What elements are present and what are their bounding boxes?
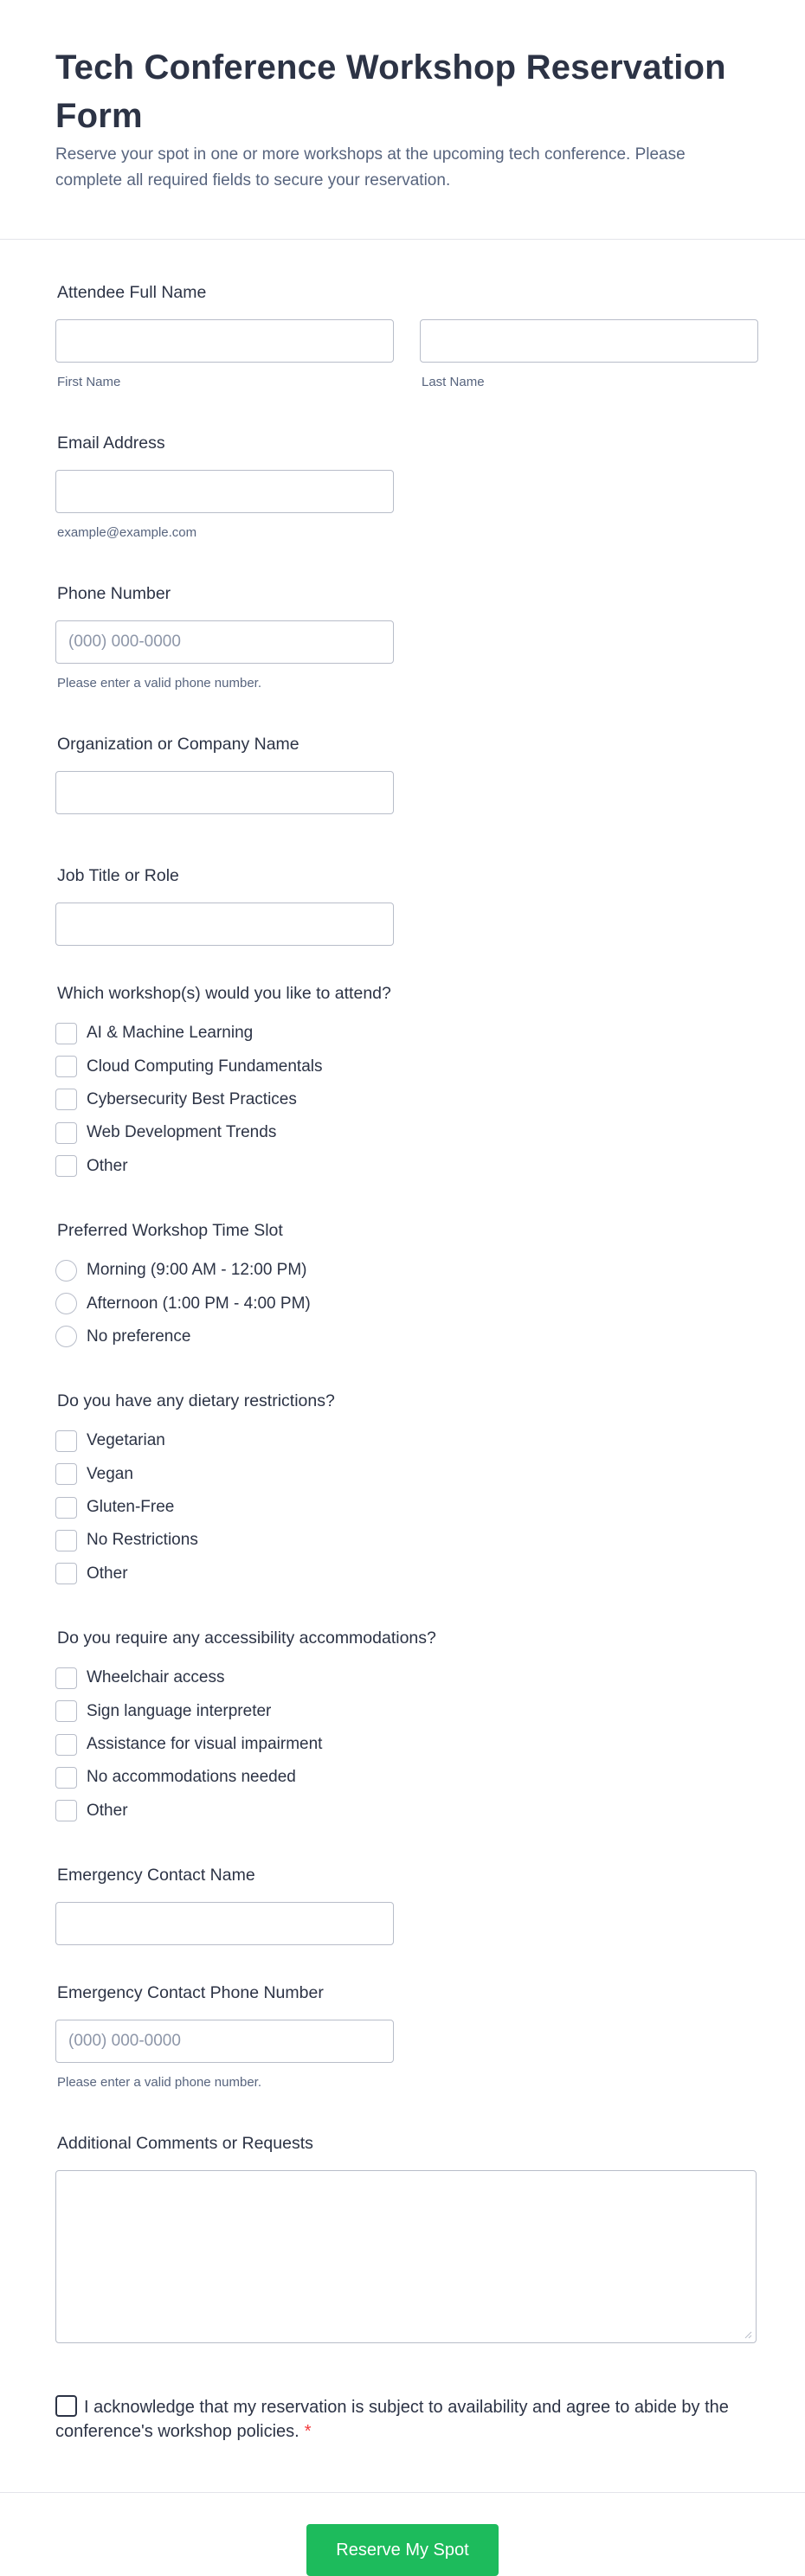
radio-button[interactable]	[55, 1326, 77, 1347]
job-field	[55, 814, 757, 946]
comments-field	[55, 2091, 757, 2343]
option-label: Web Development Trends	[87, 1123, 277, 1142]
dietary-option[interactable]	[55, 1458, 757, 1491]
option-label: Other	[87, 1156, 128, 1175]
option-label: Morning (9:00 AM - 12:00 PM)	[87, 1261, 307, 1280]
radio-button[interactable]	[55, 1260, 77, 1282]
timeslot-field	[55, 1183, 757, 1353]
first-name-sublabel: First Name	[57, 375, 121, 389]
accessibility-option[interactable]	[55, 1694, 757, 1727]
checkbox[interactable]	[55, 1497, 77, 1519]
option-label: No Restrictions	[87, 1531, 198, 1550]
emergency-phone-sublabel: Please enter a valid phone number.	[57, 2075, 261, 2091]
page-subtitle: Reserve your spot in one or more workshops at the upcoming tech conference. Please complete all required fields to secure your reservation.	[55, 145, 686, 190]
option-label: Wheelchair access	[87, 1668, 225, 1687]
checkbox[interactable]	[55, 1155, 77, 1177]
phone-label: Phone Number	[57, 584, 171, 603]
reserve-submit-button[interactable]: Reserve My Spot	[306, 2524, 499, 2576]
option-label: Vegetarian	[87, 1431, 165, 1450]
emergency-phone-placeholder: (000) 000-0000	[68, 2032, 181, 2051]
workshop-option[interactable]	[55, 1150, 757, 1183]
option-label: Other	[87, 1801, 128, 1820]
accessibility-option[interactable]	[55, 1795, 757, 1828]
required-mark: *	[304, 2422, 312, 2442]
dietary-option[interactable]	[55, 1491, 757, 1524]
accessibility-option[interactable]	[55, 1728, 757, 1761]
workshop-option[interactable]	[55, 1083, 757, 1116]
option-label: Assistance for visual impairment	[87, 1735, 323, 1754]
page-title: Tech Conference Workshop Reservation Form	[55, 48, 726, 135]
resize-handle-icon[interactable]	[744, 2330, 752, 2339]
email-sublabel: example@example.com	[57, 525, 197, 540]
workshops-label: Which workshop(s) would you like to attend?	[57, 984, 391, 1003]
reservation-form	[0, 240, 805, 2444]
name-field	[55, 240, 757, 390]
emergency-phone-field	[55, 1945, 757, 2091]
checkbox[interactable]	[55, 1122, 77, 1144]
workshop-option[interactable]	[55, 1017, 757, 1050]
option-label: AI & Machine Learning	[87, 1024, 254, 1043]
accessibility-option[interactable]	[55, 1761, 757, 1794]
acknowledgement-text	[55, 2395, 757, 2444]
emergency-name-field	[55, 1828, 757, 1945]
last-name-sublabel: Last Name	[422, 375, 485, 389]
accessibility-field	[55, 1590, 757, 1828]
timeslot-option[interactable]	[55, 1320, 757, 1353]
radio-button[interactable]	[55, 1293, 77, 1314]
checkbox[interactable]	[55, 1667, 77, 1689]
checkbox[interactable]	[55, 1700, 77, 1722]
option-label: No accommodations needed	[87, 1768, 296, 1787]
workshops-field	[55, 946, 757, 1183]
phone-sublabel: Please enter a valid phone number.	[57, 676, 261, 691]
form-header	[0, 0, 805, 240]
org-field	[55, 691, 757, 814]
first-name-input[interactable]	[55, 319, 394, 363]
checkbox[interactable]	[55, 1530, 77, 1551]
option-label: Gluten-Free	[87, 1498, 175, 1517]
emergency-name-label: Emergency Contact Name	[57, 1866, 255, 1885]
checkbox[interactable]	[55, 1089, 77, 1110]
timeslot-option[interactable]	[55, 1254, 757, 1287]
dietary-label: Do you have any dietary restrictions?	[57, 1391, 335, 1411]
checkbox[interactable]	[55, 1056, 77, 1077]
checkbox[interactable]	[55, 1800, 77, 1821]
option-label: Sign language interpreter	[87, 1701, 272, 1720]
dietary-option[interactable]	[55, 1424, 757, 1457]
option-label: Afternoon (1:00 PM - 4:00 PM)	[87, 1294, 311, 1313]
checkbox[interactable]	[55, 1463, 77, 1485]
dietary-option[interactable]	[55, 1558, 757, 1590]
email-label: Email Address	[57, 434, 165, 453]
phone-placeholder: (000) 000-0000	[68, 633, 181, 651]
acknowledgement-checkbox[interactable]	[55, 2395, 77, 2417]
emergency-name-input[interactable]	[55, 1902, 394, 1945]
timeslot-option[interactable]	[55, 1287, 757, 1320]
workshop-option[interactable]	[55, 1116, 757, 1149]
checkbox[interactable]	[55, 1023, 77, 1044]
checkbox[interactable]	[55, 1734, 77, 1756]
checkbox[interactable]	[55, 1430, 77, 1452]
accessibility-option[interactable]	[55, 1661, 757, 1694]
option-label: Cybersecurity Best Practices	[87, 1089, 297, 1108]
workshop-option[interactable]	[55, 1050, 757, 1082]
comments-label: Additional Comments or Requests	[57, 2134, 313, 2154]
org-input[interactable]	[55, 771, 394, 814]
email-input[interactable]	[55, 470, 394, 513]
phone-field	[55, 541, 757, 691]
option-label: Vegan	[87, 1464, 133, 1483]
acknowledgement-label: I acknowledge that my reservation is subject to availability and agree to abide by the conference's workshop policies.	[55, 2398, 729, 2442]
dietary-field	[55, 1353, 757, 1590]
form-footer	[0, 2492, 805, 2576]
emergency-phone-label: Emergency Contact Phone Number	[57, 1983, 324, 2003]
org-label: Organization or Company Name	[57, 735, 299, 754]
comments-textarea[interactable]	[55, 2170, 757, 2343]
option-label: Cloud Computing Fundamentals	[87, 1057, 323, 1076]
job-label: Job Title or Role	[57, 866, 179, 885]
option-label: No preference	[87, 1327, 191, 1346]
dietary-option[interactable]	[55, 1524, 757, 1557]
job-input[interactable]	[55, 903, 394, 946]
checkbox[interactable]	[55, 1563, 77, 1584]
name-label: Attendee Full Name	[57, 283, 207, 302]
acknowledgement-field	[55, 2343, 757, 2444]
option-label: Other	[87, 1564, 128, 1583]
email-field	[55, 390, 757, 541]
last-name-input[interactable]	[420, 319, 758, 363]
emergency-phone-input[interactable]	[55, 2020, 394, 2063]
timeslot-label: Preferred Workshop Time Slot	[57, 1220, 283, 1240]
checkbox[interactable]	[55, 1767, 77, 1789]
accessibility-label: Do you require any accessibility accommodations?	[57, 1628, 436, 1648]
phone-input[interactable]	[55, 620, 394, 664]
